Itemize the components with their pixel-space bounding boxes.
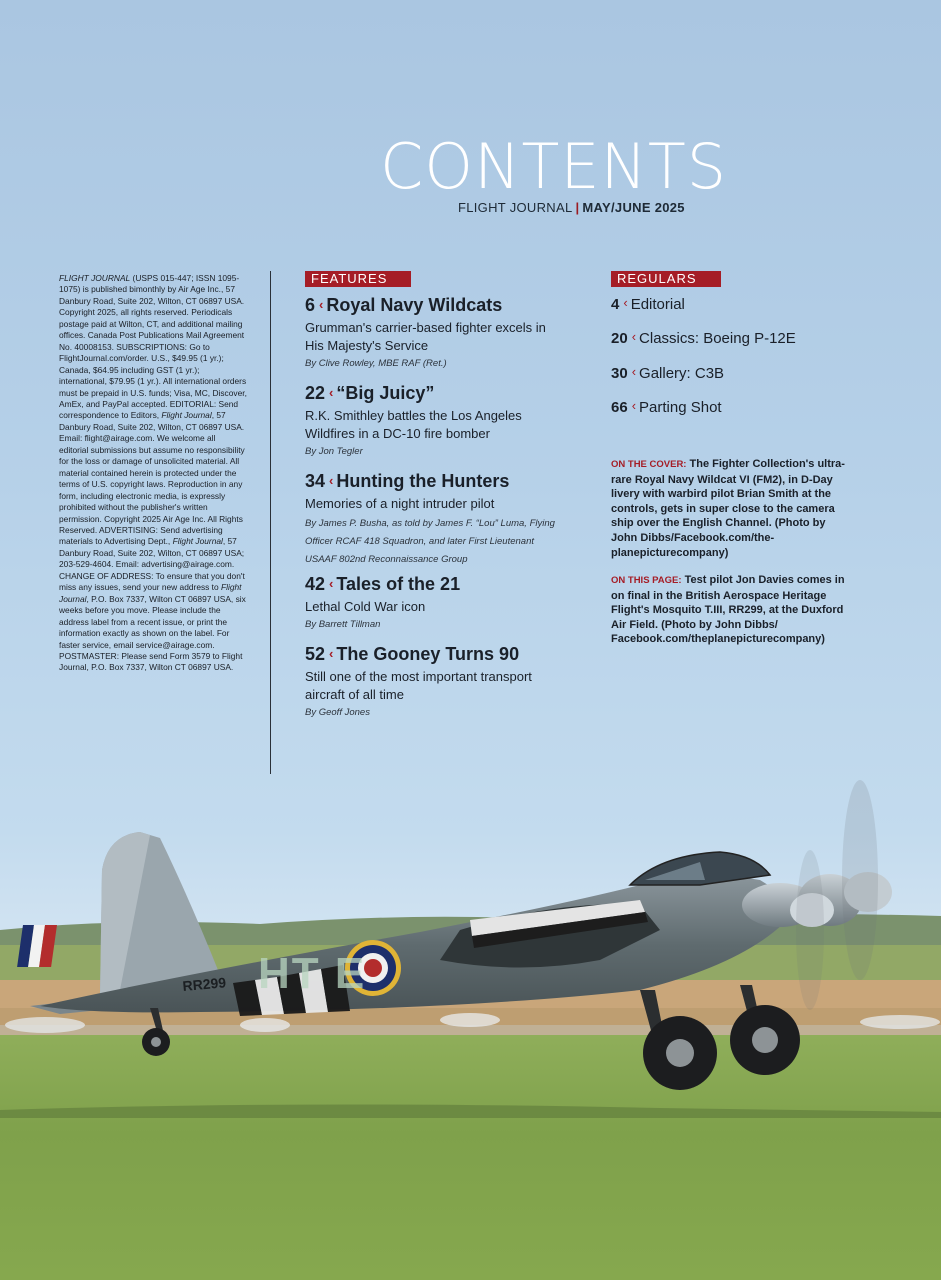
- regular-item[interactable]: [611, 399, 722, 416]
- feature-page: 6: [305, 295, 316, 315]
- feature-title: Royal Navy Wildcats: [326, 295, 503, 315]
- separator: |: [575, 200, 580, 215]
- feature-title: The Gooney Turns 90: [336, 644, 520, 664]
- feature-item[interactable]: [305, 382, 565, 461]
- chevron-icon: ‹: [329, 576, 334, 591]
- feature-byline: By Clive Rowley, MBE RAF (Ret.): [305, 358, 447, 369]
- feature-byline: By Barrett Tillman: [305, 619, 381, 630]
- chevron-icon: ‹: [631, 398, 637, 413]
- page-title: CONTENTS: [380, 130, 728, 203]
- chevron-icon: ‹: [631, 329, 637, 344]
- feature-desc: Memories of a night intruder pilot: [305, 496, 495, 511]
- feature-byline: By Geoff Jones: [305, 707, 370, 718]
- feature-item[interactable]: [305, 643, 565, 722]
- aircraft-serial: RR299: [181, 974, 227, 994]
- issue-date: MAY/JUNE 2025: [582, 200, 685, 215]
- issue-line: [458, 200, 685, 215]
- features-tag: FEATURES: [305, 271, 411, 287]
- feature-title: “Big Juicy”: [336, 383, 435, 403]
- regular-page: 30: [611, 365, 628, 382]
- regular-page: 66: [611, 399, 628, 416]
- regular-title: Gallery: C3B: [639, 365, 725, 382]
- code-letters: HT E: [258, 949, 367, 998]
- page-caption: [611, 573, 851, 647]
- feature-desc: Lethal Cold War icon: [305, 599, 426, 614]
- regular-page: 4: [611, 296, 620, 313]
- regular-item[interactable]: [611, 296, 685, 313]
- feature-byline: By Jon Tegler: [305, 446, 363, 457]
- feature-desc: R.K. Smithley battles the Los Angeles Wildfires in a DC-10 fire bomber: [305, 408, 522, 441]
- feature-byline: By James P. Busha, as told by James F. “Lou” Luma, Flying Officer RCAF 418 Squadron, and later First Lieutenant USAAF 802nd Reconnaissance Group: [305, 518, 555, 565]
- cover-caption-label: ON THE COVER:: [611, 459, 687, 470]
- feature-item[interactable]: [305, 573, 565, 634]
- chevron-icon: ‹: [329, 385, 334, 400]
- feature-item[interactable]: [305, 294, 565, 373]
- regular-item[interactable]: [611, 330, 796, 347]
- feature-page: 22: [305, 383, 326, 403]
- regulars-tag: REGULARS: [611, 271, 721, 287]
- feature-item[interactable]: [305, 470, 560, 569]
- feature-title: Hunting the Hunters: [336, 471, 510, 491]
- publication-name: FLIGHT JOURNAL: [458, 200, 573, 215]
- masthead-name: FLIGHT JOURNAL: [59, 273, 131, 283]
- chevron-icon: ‹: [329, 646, 334, 661]
- regular-title: Parting Shot: [639, 399, 722, 416]
- regular-page: 20: [611, 330, 628, 347]
- cover-caption-text: The Fighter Collection's ultra-rare Royal Navy Wildcat VI (FM2), in D-Day livery with warbird pilot Brian Smith at the controls, gets in super close to the camera ship over the English Channel. (Photo by John Dibbs/Facebook.com/the-planepicturecompany): [611, 458, 845, 559]
- page-caption-label: ON THIS PAGE:: [611, 575, 682, 586]
- regular-item[interactable]: [611, 365, 724, 382]
- regular-title: Classics: Boeing P-12E: [639, 330, 796, 347]
- regular-title: Editorial: [630, 296, 685, 313]
- page-caption-text: Test pilot Jon Davies comes in on final in the British Aerospace Heritage Flight's Mosquito T.III, RR299, at the Duxford Air Field. (Photo by John Dibbs/ Facebook.com/theplanepicturecompany): [611, 574, 845, 646]
- chevron-icon: ‹: [329, 473, 334, 488]
- feature-desc: Still one of the most important transport aircraft of all time: [305, 669, 532, 702]
- chevron-icon: ‹: [319, 297, 324, 312]
- feature-title: Tales of the 21: [336, 574, 461, 594]
- feature-page: 34: [305, 471, 326, 491]
- feature-page: 52: [305, 644, 326, 664]
- chevron-icon: ‹: [631, 364, 637, 379]
- feature-page: 42: [305, 574, 326, 594]
- column-divider: [270, 271, 271, 774]
- cover-caption: [611, 457, 851, 560]
- legal-statement: FLIGHT JOURNAL (USPS 015-447; ISSN 1095-1075) is published bimonthly by Air Age Inc., 57 Danbury Road, Suite 202, Wilton, CT 06897 USA. Copyright 2025, all rights reserved. Periodicals postage paid at Wilton, CT, and additional mailing offices. Canada Post Publications Mail Agreement No. 40008153. SUBSCRIPTIONS: Go to FlightJournal.com/order. U.S., $49.95 (1 yr.); Canada, $64.95 including GST (1 yr.); international, $79.95 (1 yr.). All international orders must be prepaid in U.S. funds; Visa, MC, Discover, AmEx, and PayPal accepted. EDITORIAL: Send correspondence to Editors, Flight Journal, 57 Danbury Road, Suite 202, Wilton, CT 06897 USA. Email: flight@airage.com. We welcome all editorial submissions but assume no responsibility for the loss or damage of unsolicited material. All material contained herein is protected under the terms of U.S. copyright laws. Reproduction in any form, including electronic media, is expressly prohibited without the publisher's written permission. Copyright 2025 Air Age Inc. All Rights Reserved. ADVERTISING: Send advertising materials to Advertising Dept., Flight Journal, 57 Danbury Road, Suite 202, Wilton, CT 06897 USA; 203-529-4604. Email: advertising@airage.com. CHANGE OF ADDRESS: To ensure that you don't miss any issues, send your new address to Flight Journal, P.O. Box 7337, Wilton CT 06897 USA, six weeks before you move. Please include the address label from a recent issue, or print the information exactly as shown on the label. For faster service, email service@airage.com. POSTMASTER: Please send Form 3579 to Flight Journal, P.O. Box 7337, Wilton CT 06897 USA.: [59, 273, 247, 673]
- feature-desc: Grumman's carrier-based fighter excels in His Majesty's Service: [305, 320, 546, 353]
- grass: [0, 1035, 941, 1280]
- chevron-icon: ‹: [623, 295, 628, 310]
